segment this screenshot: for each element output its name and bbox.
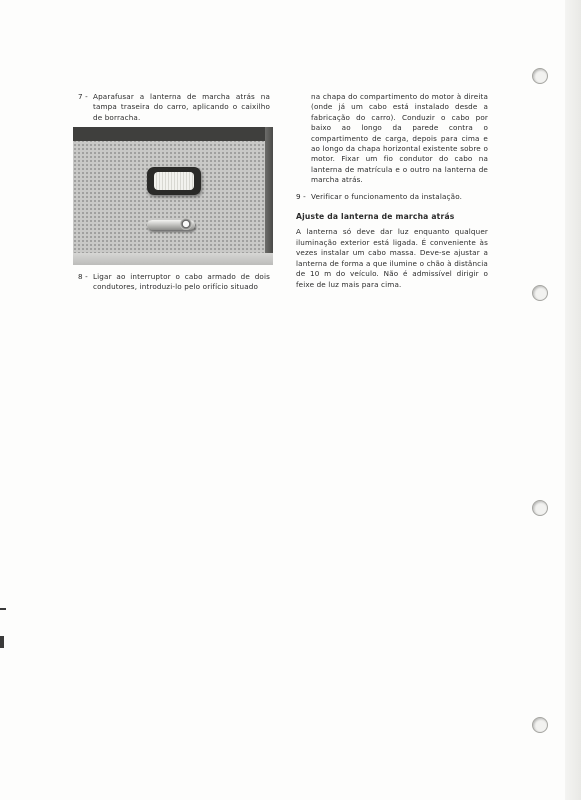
binder-hole [532, 500, 548, 516]
binder-hole [532, 285, 548, 301]
binder-hole [532, 68, 548, 84]
step-text: Ligar ao interruptor o cabo armado de dois condutores, introduzi-lo pelo orifício situado [93, 272, 270, 292]
lamp-lens [154, 172, 194, 190]
section-body: A lanterna só deve dar luz enquanto qualquer iluminação exterior está ligada. É conveniente às vezes instalar um cabo massa. Deve-se ajustar a lanterna de forma a que ilumine o chão à distância de 10 m do veículo. Não é admissível dirigir o feixe de luz mais para cima. [296, 227, 488, 289]
step-9 [296, 192, 488, 202]
step-number: 9 - [296, 191, 306, 201]
trunk-handle-icon [147, 220, 195, 230]
left-column-bottom [78, 272, 270, 293]
right-column [296, 92, 488, 290]
edge-mark [0, 636, 4, 648]
photo-bottom-band [73, 253, 273, 265]
step-text: Verificar o funcionamento da instalação. [311, 191, 463, 201]
step-number: 7 - [78, 92, 88, 101]
reverse-lamp-icon [147, 167, 201, 195]
photo-shadow-top [73, 127, 273, 141]
step-text: Aparafusar a lanterna de marcha atrás na tampa traseira do carro, aplicando o caixilho de borracha. [93, 92, 270, 122]
page-edge-shadow [565, 0, 581, 800]
reverse-light-photo [73, 127, 273, 265]
edge-mark [0, 608, 6, 610]
step-8-continuation: na chapa do compartimento do motor à direita (onde já um cabo está instalado desde a fabricação do carro). Conduzir o cabo por baixo ao longo da parede contra o compartimento de carga, depois para cima e ao longo da chapa horizontal existente sobre o motor. Fixar um fio condutor do cabo na lanterna de matrícula e o outro na lanterna de marcha atrás. [311, 92, 488, 185]
step-number: 8 - [78, 272, 88, 281]
binder-hole [532, 717, 548, 733]
lock-icon [180, 218, 192, 230]
step-7 [78, 92, 270, 123]
photo-shadow-right [265, 127, 273, 265]
left-column-top [78, 92, 270, 123]
step-8 [78, 272, 270, 293]
section-heading: Ajuste da lanterna de marcha atrás [296, 212, 455, 222]
